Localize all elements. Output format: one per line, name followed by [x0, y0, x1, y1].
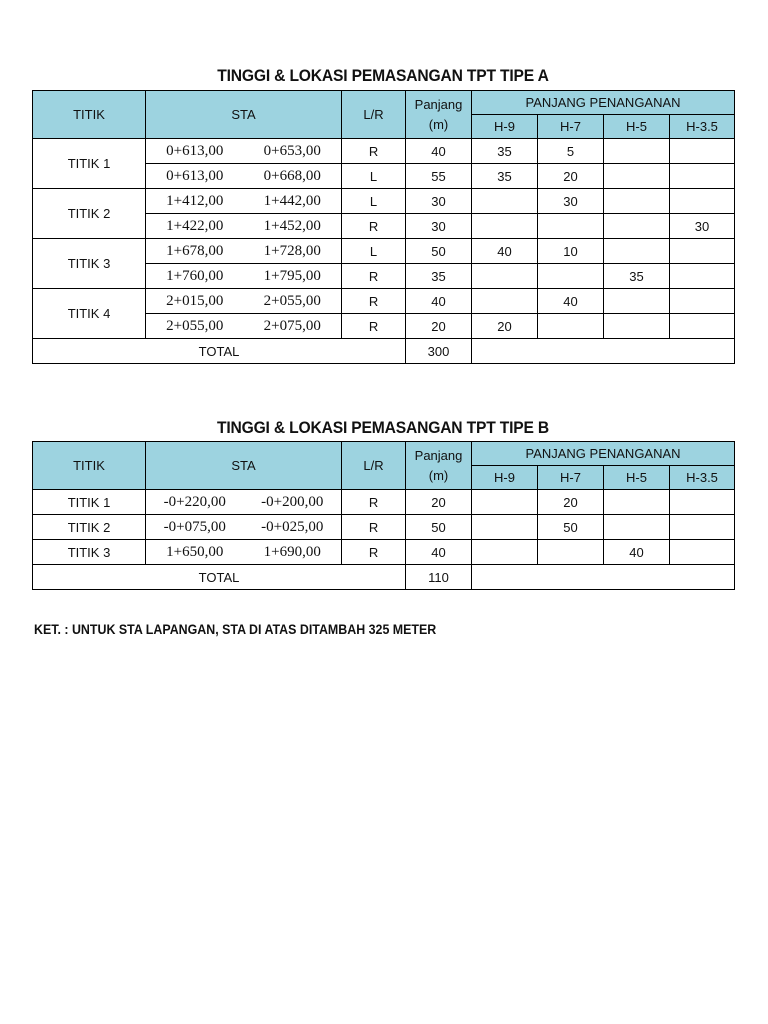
- sta-to-cell: 0+668,00: [244, 164, 342, 189]
- h35-cell: 30: [670, 214, 735, 239]
- titik-cell: TITIK 3: [33, 540, 146, 565]
- header-h7: H-7: [538, 466, 604, 490]
- titik-cell: TITIK 4: [33, 289, 146, 339]
- panjang-cell: 40: [406, 139, 472, 164]
- h9-cell: [472, 264, 538, 289]
- sta-from-cell: 2+015,00: [146, 289, 244, 314]
- h5-cell: [604, 239, 670, 264]
- h7-cell: 20: [538, 490, 604, 515]
- h7-cell: [538, 540, 604, 565]
- header-lr: L/R: [342, 442, 406, 490]
- sta-to-cell: 1+690,00: [244, 540, 342, 565]
- sta-from-cell: 1+412,00: [146, 189, 244, 214]
- titik-cell: TITIK 3: [33, 239, 146, 289]
- h7-cell: 10: [538, 239, 604, 264]
- h35-cell: [670, 515, 735, 540]
- h5-cell: [604, 314, 670, 339]
- header-titik: TITIK: [33, 91, 146, 139]
- total-label: TOTAL: [33, 339, 406, 364]
- header-lr: L/R: [342, 91, 406, 139]
- h35-cell: [670, 164, 735, 189]
- lr-cell: R: [342, 490, 406, 515]
- h35-cell: [670, 139, 735, 164]
- panjang-cell: 35: [406, 264, 472, 289]
- h7-cell: 50: [538, 515, 604, 540]
- lr-cell: L: [342, 189, 406, 214]
- table-row: [33, 239, 735, 264]
- h5-cell: [604, 214, 670, 239]
- sta-to-cell: 2+075,00: [244, 314, 342, 339]
- panjang-cell: 50: [406, 515, 472, 540]
- header-sta: STA: [146, 91, 342, 139]
- h35-cell: [670, 189, 735, 214]
- h9-cell: [472, 515, 538, 540]
- footnote: KET. : UNTUK STA LAPANGAN, STA DI ATAS DITAMBAH 325 METER: [34, 622, 437, 637]
- panjang-cell: 30: [406, 214, 472, 239]
- header-panjang-unit: (m): [428, 116, 449, 132]
- table-a-title: TINGGI & LOKASI PEMASANGAN TPT TIPE A: [217, 66, 549, 85]
- sta-to-cell: -0+025,00: [244, 515, 342, 540]
- h5-cell: [604, 515, 670, 540]
- panjang-cell: 40: [406, 289, 472, 314]
- header-panjang-unit: (m): [428, 467, 449, 483]
- lr-cell: R: [342, 214, 406, 239]
- h9-cell: [472, 540, 538, 565]
- h35-cell: [670, 264, 735, 289]
- sta-from-cell: 0+613,00: [146, 139, 244, 164]
- sta-to-cell: 1+452,00: [244, 214, 342, 239]
- h9-cell: 35: [472, 164, 538, 189]
- sta-to-cell: 0+653,00: [244, 139, 342, 164]
- h35-cell: [670, 314, 735, 339]
- h5-cell: [604, 139, 670, 164]
- h9-cell: 35: [472, 139, 538, 164]
- table-row: [33, 490, 735, 515]
- header-h9: H-9: [472, 466, 538, 490]
- header-h7: H-7: [538, 115, 604, 139]
- h9-cell: [472, 490, 538, 515]
- lr-cell: L: [342, 239, 406, 264]
- table-tpt-tipe-a: [32, 90, 735, 364]
- h35-cell: [670, 239, 735, 264]
- panjang-cell: 20: [406, 490, 472, 515]
- h5-cell: [604, 164, 670, 189]
- total-value: 110: [406, 565, 472, 590]
- h5-cell: 35: [604, 264, 670, 289]
- h7-cell: [538, 314, 604, 339]
- lr-cell: R: [342, 540, 406, 565]
- titik-cell: TITIK 2: [33, 189, 146, 239]
- h9-cell: 20: [472, 314, 538, 339]
- header-panjang-label: Panjang: [414, 96, 463, 112]
- h5-cell: [604, 189, 670, 214]
- h9-cell: 40: [472, 239, 538, 264]
- total-row: [33, 565, 735, 590]
- titik-cell: TITIK 1: [33, 139, 146, 189]
- header-titik: TITIK: [33, 442, 146, 490]
- titik-cell: TITIK 2: [33, 515, 146, 540]
- total-value: 300: [406, 339, 472, 364]
- table-b-title: TINGGI & LOKASI PEMASANGAN TPT TIPE B: [216, 418, 550, 437]
- sta-from-cell: 1+760,00: [146, 264, 244, 289]
- lr-cell: R: [342, 264, 406, 289]
- sta-from-cell: 0+613,00: [146, 164, 244, 189]
- h7-cell: 20: [538, 164, 604, 189]
- sta-from-cell: -0+075,00: [146, 515, 244, 540]
- header-panjang-penanganan: PANJANG PENANGANAN: [472, 91, 735, 115]
- header-panjang-label: Panjang: [414, 447, 463, 463]
- total-empty-cell: [472, 565, 735, 590]
- table-row: [33, 540, 735, 565]
- lr-cell: R: [342, 139, 406, 164]
- table-tpt-tipe-b: [32, 441, 735, 590]
- h5-cell: 40: [604, 540, 670, 565]
- h7-cell: [538, 214, 604, 239]
- h5-cell: [604, 490, 670, 515]
- h7-cell: 5: [538, 139, 604, 164]
- table-row: [33, 139, 735, 164]
- sta-to-cell: 1+442,00: [244, 189, 342, 214]
- titik-cell: TITIK 1: [33, 490, 146, 515]
- h9-cell: [472, 289, 538, 314]
- sta-to-cell: 1+795,00: [244, 264, 342, 289]
- header-h35: H-3.5: [670, 115, 735, 139]
- table-row: [33, 289, 735, 314]
- panjang-cell: 40: [406, 540, 472, 565]
- h9-cell: [472, 214, 538, 239]
- h5-cell: [604, 289, 670, 314]
- lr-cell: L: [342, 164, 406, 189]
- sta-from-cell: 1+650,00: [146, 540, 244, 565]
- panjang-cell: 55: [406, 164, 472, 189]
- header-h5: H-5: [604, 466, 670, 490]
- h35-cell: [670, 490, 735, 515]
- sta-from-cell: 2+055,00: [146, 314, 244, 339]
- lr-cell: R: [342, 515, 406, 540]
- h7-cell: 30: [538, 189, 604, 214]
- total-label: TOTAL: [33, 565, 406, 590]
- h9-cell: [472, 189, 538, 214]
- panjang-cell: 20: [406, 314, 472, 339]
- lr-cell: R: [342, 289, 406, 314]
- sta-to-cell: 1+728,00: [244, 239, 342, 264]
- total-row: [33, 339, 735, 364]
- header-h5: H-5: [604, 115, 670, 139]
- sta-from-cell: -0+220,00: [146, 490, 244, 515]
- panjang-cell: 50: [406, 239, 472, 264]
- header-sta: STA: [146, 442, 342, 490]
- h35-cell: [670, 289, 735, 314]
- header-h35: H-3.5: [670, 466, 735, 490]
- table-row: [33, 515, 735, 540]
- h35-cell: [670, 540, 735, 565]
- total-empty-cell: [472, 339, 735, 364]
- lr-cell: R: [342, 314, 406, 339]
- header-panjang-penanganan: PANJANG PENANGANAN: [472, 442, 735, 466]
- sta-from-cell: 1+422,00: [146, 214, 244, 239]
- header-h9: H-9: [472, 115, 538, 139]
- header-panjang: [406, 442, 472, 490]
- h7-cell: [538, 264, 604, 289]
- sta-from-cell: 1+678,00: [146, 239, 244, 264]
- table-row: [33, 189, 735, 214]
- sta-to-cell: -0+200,00: [244, 490, 342, 515]
- sta-to-cell: 2+055,00: [244, 289, 342, 314]
- header-panjang: [406, 91, 472, 139]
- h7-cell: 40: [538, 289, 604, 314]
- panjang-cell: 30: [406, 189, 472, 214]
